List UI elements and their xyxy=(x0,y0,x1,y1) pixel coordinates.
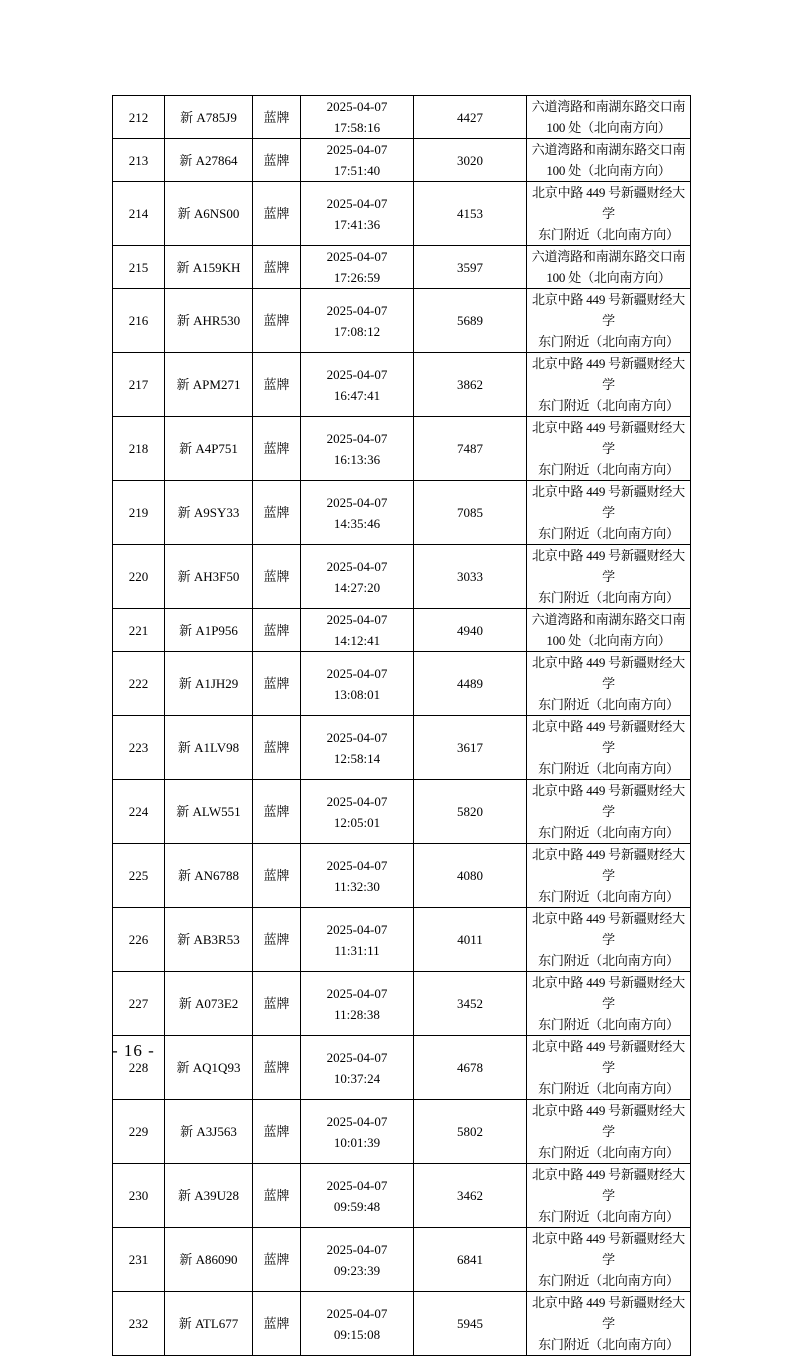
location-line-2: 东门附近（北向南方向） xyxy=(538,1145,679,1160)
plate-type: 蓝牌 xyxy=(253,96,301,139)
record-number: 214 xyxy=(113,182,165,246)
record-number: 225 xyxy=(113,844,165,908)
table-row xyxy=(113,545,691,609)
table-row xyxy=(113,246,691,289)
capture-date: 2025-04-07 xyxy=(326,985,388,1001)
capture-time: 14:12:41 xyxy=(333,633,381,648)
location-line-2: 东门附近（北向南方向） xyxy=(538,1273,679,1288)
location-line-1: 六道湾路和南湖东路交口南 xyxy=(531,612,686,627)
location-line-1: 北京中路 449 号新疆财经大学 xyxy=(531,1103,685,1139)
location-line-2: 100 处（北向南方向） xyxy=(546,163,671,178)
location-line-1: 北京中路 449 号新疆财经大学 xyxy=(531,911,685,947)
location-line-2: 100 处（北向南方向） xyxy=(546,270,671,285)
table-row xyxy=(113,780,691,844)
location-line-1: 北京中路 449 号新疆财经大学 xyxy=(531,548,685,584)
capture-datetime xyxy=(301,289,414,353)
plate-number: 新 APM271 xyxy=(165,353,253,417)
capture-date: 2025-04-07 xyxy=(326,857,388,873)
amount-value: 5820 xyxy=(414,780,527,844)
location-line-1: 北京中路 449 号新疆财经大学 xyxy=(531,292,685,328)
plate-type: 蓝牌 xyxy=(253,1100,301,1164)
capture-time: 11:28:38 xyxy=(334,1006,380,1022)
amount-value: 4080 xyxy=(414,844,527,908)
record-number: 224 xyxy=(113,780,165,844)
location-line-1: 北京中路 449 号新疆财经大学 xyxy=(531,356,685,392)
capture-date: 2025-04-07 xyxy=(326,195,388,211)
location xyxy=(527,609,691,652)
location xyxy=(527,139,691,182)
capture-date: 2025-04-07 xyxy=(326,1049,388,1065)
location-line-2: 东门附近（北向南方向） xyxy=(538,1209,679,1224)
plate-type: 蓝牌 xyxy=(253,481,301,545)
plate-number: 新 AN6788 xyxy=(165,844,253,908)
capture-date: 2025-04-07 xyxy=(326,558,388,574)
table-row xyxy=(113,481,691,545)
table-row xyxy=(113,1292,691,1356)
record-number: 228 xyxy=(113,1036,165,1100)
location xyxy=(527,972,691,1036)
plate-type: 蓝牌 xyxy=(253,844,301,908)
amount-value: 3020 xyxy=(414,139,527,182)
location xyxy=(527,481,691,545)
capture-time: 09:15:08 xyxy=(333,1326,381,1342)
capture-time: 17:51:40 xyxy=(333,163,381,178)
table-row xyxy=(113,289,691,353)
location-line-2: 东门附近（北向南方向） xyxy=(538,825,679,840)
location-line-1: 北京中路 449 号新疆财经大学 xyxy=(531,783,685,819)
plate-type: 蓝牌 xyxy=(253,609,301,652)
page-number: - 16 - xyxy=(112,1041,155,1060)
table-row xyxy=(113,716,691,780)
capture-time: 09:59:48 xyxy=(333,1198,381,1214)
location xyxy=(527,246,691,289)
plate-number: 新 ATL677 xyxy=(165,1292,253,1356)
location-line-2: 东门附近（北向南方向） xyxy=(538,462,679,477)
capture-date: 2025-04-07 xyxy=(326,249,388,264)
capture-datetime xyxy=(301,481,414,545)
amount-value: 4489 xyxy=(414,652,527,716)
table-row xyxy=(113,1164,691,1228)
location-line-2: 东门附近（北向南方向） xyxy=(538,953,679,968)
plate-type: 蓝牌 xyxy=(253,908,301,972)
location xyxy=(527,780,691,844)
plate-number: 新 A3J563 xyxy=(165,1100,253,1164)
location-line-2: 100 处（北向南方向） xyxy=(546,633,671,648)
plate-number: 新 A1LV98 xyxy=(165,716,253,780)
plate-number: 新 A39U28 xyxy=(165,1164,253,1228)
location-line-1: 北京中路 449 号新疆财经大学 xyxy=(531,719,685,755)
location xyxy=(527,289,691,353)
capture-time: 17:58:16 xyxy=(333,120,381,135)
plate-type: 蓝牌 xyxy=(253,1164,301,1228)
capture-date: 2025-04-07 xyxy=(326,1305,388,1321)
plate-number: 新 A1JH29 xyxy=(165,652,253,716)
location-line-2: 东门附近（北向南方向） xyxy=(538,1017,679,1032)
record-number: 232 xyxy=(113,1292,165,1356)
plate-type: 蓝牌 xyxy=(253,1292,301,1356)
capture-time: 16:47:41 xyxy=(333,387,381,403)
location xyxy=(527,908,691,972)
capture-time: 14:27:20 xyxy=(333,579,381,595)
records-table-body xyxy=(113,96,691,1356)
capture-datetime xyxy=(301,1292,414,1356)
amount-value: 3033 xyxy=(414,545,527,609)
capture-date: 2025-04-07 xyxy=(326,1177,388,1193)
location-line-2: 100 处（北向南方向） xyxy=(546,120,671,135)
location-line-1: 北京中路 449 号新疆财经大学 xyxy=(531,484,685,520)
amount-value: 4153 xyxy=(414,182,527,246)
amount-value: 4011 xyxy=(414,908,527,972)
amount-value: 5945 xyxy=(414,1292,527,1356)
capture-date: 2025-04-07 xyxy=(326,142,388,157)
table-row xyxy=(113,1228,691,1292)
location-line-1: 六道湾路和南湖东路交口南 xyxy=(531,142,686,157)
amount-value: 6841 xyxy=(414,1228,527,1292)
plate-type: 蓝牌 xyxy=(253,182,301,246)
amount-value: 3462 xyxy=(414,1164,527,1228)
capture-date: 2025-04-07 xyxy=(326,921,388,937)
location xyxy=(527,1036,691,1100)
capture-date: 2025-04-07 xyxy=(326,612,388,627)
capture-date: 2025-04-07 xyxy=(326,99,388,114)
capture-date: 2025-04-07 xyxy=(326,793,388,809)
capture-date: 2025-04-07 xyxy=(326,729,388,745)
capture-datetime xyxy=(301,353,414,417)
capture-datetime xyxy=(301,609,414,652)
amount-value: 7085 xyxy=(414,481,527,545)
location-line-2: 东门附近（北向南方向） xyxy=(538,1081,679,1096)
plate-number: 新 A159KH xyxy=(165,246,253,289)
plate-number: 新 A4P751 xyxy=(165,417,253,481)
record-number: 217 xyxy=(113,353,165,417)
record-number: 219 xyxy=(113,481,165,545)
location xyxy=(527,844,691,908)
location-line-2: 东门附近（北向南方向） xyxy=(538,526,679,541)
plate-type: 蓝牌 xyxy=(253,1228,301,1292)
location-line-1: 北京中路 449 号新疆财经大学 xyxy=(531,847,685,883)
record-number: 229 xyxy=(113,1100,165,1164)
record-number: 215 xyxy=(113,246,165,289)
location xyxy=(527,545,691,609)
plate-type: 蓝牌 xyxy=(253,289,301,353)
record-number: 213 xyxy=(113,139,165,182)
location-line-1: 北京中路 449 号新疆财经大学 xyxy=(531,1167,685,1203)
capture-time: 11:31:11 xyxy=(334,942,380,958)
plate-number: 新 AH3F50 xyxy=(165,545,253,609)
table-row xyxy=(113,182,691,246)
amount-value: 3452 xyxy=(414,972,527,1036)
capture-datetime xyxy=(301,908,414,972)
amount-value: 5689 xyxy=(414,289,527,353)
capture-time: 09:23:39 xyxy=(333,1262,381,1278)
capture-time: 11:32:30 xyxy=(334,878,380,894)
location-line-2: 东门附近（北向南方向） xyxy=(538,1337,679,1352)
capture-time: 17:08:12 xyxy=(333,323,381,339)
capture-time: 12:58:14 xyxy=(333,750,381,766)
capture-datetime xyxy=(301,652,414,716)
capture-datetime xyxy=(301,182,414,246)
record-number: 231 xyxy=(113,1228,165,1292)
capture-time: 16:13:36 xyxy=(333,451,381,467)
capture-time: 10:01:39 xyxy=(333,1134,381,1150)
capture-datetime xyxy=(301,139,414,182)
record-number: 221 xyxy=(113,609,165,652)
plate-type: 蓝牌 xyxy=(253,246,301,289)
capture-time: 10:37:24 xyxy=(333,1070,381,1086)
record-number: 220 xyxy=(113,545,165,609)
capture-time: 14:35:46 xyxy=(333,515,381,531)
capture-time: 17:41:36 xyxy=(333,216,381,232)
record-number: 212 xyxy=(113,96,165,139)
capture-time: 17:26:59 xyxy=(333,270,381,285)
record-number: 227 xyxy=(113,972,165,1036)
location-line-2: 东门附近（北向南方向） xyxy=(538,398,679,413)
capture-date: 2025-04-07 xyxy=(326,1113,388,1129)
record-number: 223 xyxy=(113,716,165,780)
amount-value: 3617 xyxy=(414,716,527,780)
table-row xyxy=(113,908,691,972)
record-number: 226 xyxy=(113,908,165,972)
location xyxy=(527,1164,691,1228)
capture-date: 2025-04-07 xyxy=(326,665,388,681)
location xyxy=(527,1292,691,1356)
capture-datetime xyxy=(301,780,414,844)
plate-type: 蓝牌 xyxy=(253,1036,301,1100)
plate-type: 蓝牌 xyxy=(253,716,301,780)
location-line-2: 东门附近（北向南方向） xyxy=(538,227,679,242)
capture-datetime xyxy=(301,716,414,780)
location xyxy=(527,353,691,417)
amount-value: 7487 xyxy=(414,417,527,481)
amount-value: 4427 xyxy=(414,96,527,139)
amount-value: 3597 xyxy=(414,246,527,289)
location-line-2: 东门附近（北向南方向） xyxy=(538,889,679,904)
capture-datetime xyxy=(301,972,414,1036)
plate-type: 蓝牌 xyxy=(253,545,301,609)
location-line-1: 北京中路 449 号新疆财经大学 xyxy=(531,420,685,456)
location-line-2: 东门附近（北向南方向） xyxy=(538,697,679,712)
table-row xyxy=(113,139,691,182)
capture-datetime xyxy=(301,1100,414,1164)
location-line-1: 北京中路 449 号新疆财经大学 xyxy=(531,1039,685,1075)
location-line-1: 北京中路 449 号新疆财经大学 xyxy=(531,975,685,1011)
amount-value: 4678 xyxy=(414,1036,527,1100)
location-line-2: 东门附近（北向南方向） xyxy=(538,334,679,349)
capture-datetime xyxy=(301,1036,414,1100)
capture-datetime xyxy=(301,246,414,289)
plate-number: 新 A1P956 xyxy=(165,609,253,652)
location xyxy=(527,652,691,716)
record-number: 216 xyxy=(113,289,165,353)
plate-number: 新 A6NS00 xyxy=(165,182,253,246)
capture-time: 12:05:01 xyxy=(333,814,381,830)
amount-value: 4940 xyxy=(414,609,527,652)
plate-type: 蓝牌 xyxy=(253,417,301,481)
location xyxy=(527,182,691,246)
location-line-1: 北京中路 449 号新疆财经大学 xyxy=(531,1295,685,1331)
plate-type: 蓝牌 xyxy=(253,139,301,182)
location xyxy=(527,1100,691,1164)
table-row xyxy=(113,652,691,716)
table-row xyxy=(113,417,691,481)
capture-date: 2025-04-07 xyxy=(326,366,388,382)
location-line-1: 北京中路 449 号新疆财经大学 xyxy=(531,1231,685,1267)
location xyxy=(527,96,691,139)
location-line-1: 六道湾路和南湖东路交口南 xyxy=(531,99,686,114)
table-row xyxy=(113,1036,691,1100)
table-row xyxy=(113,1100,691,1164)
plate-type: 蓝牌 xyxy=(253,353,301,417)
plate-number: 新 AQ1Q93 xyxy=(165,1036,253,1100)
record-number: 222 xyxy=(113,652,165,716)
amount-value: 3862 xyxy=(414,353,527,417)
capture-date: 2025-04-07 xyxy=(326,494,388,510)
table-row xyxy=(113,96,691,139)
record-number: 218 xyxy=(113,417,165,481)
plate-type: 蓝牌 xyxy=(253,652,301,716)
location-line-2: 东门附近（北向南方向） xyxy=(538,590,679,605)
plate-number: 新 ALW551 xyxy=(165,780,253,844)
capture-time: 13:08:01 xyxy=(333,686,381,702)
capture-date: 2025-04-07 xyxy=(326,430,388,446)
location-line-1: 六道湾路和南湖东路交口南 xyxy=(531,249,686,264)
records-table xyxy=(112,95,691,1356)
table-row xyxy=(113,844,691,908)
location xyxy=(527,1228,691,1292)
capture-datetime xyxy=(301,1164,414,1228)
plate-type: 蓝牌 xyxy=(253,972,301,1036)
capture-datetime xyxy=(301,1228,414,1292)
plate-number: 新 A073E2 xyxy=(165,972,253,1036)
plate-number: 新 AHR530 xyxy=(165,289,253,353)
capture-date: 2025-04-07 xyxy=(326,302,388,318)
location-line-2: 东门附近（北向南方向） xyxy=(538,761,679,776)
plate-type: 蓝牌 xyxy=(253,780,301,844)
capture-datetime xyxy=(301,96,414,139)
plate-number: 新 A86090 xyxy=(165,1228,253,1292)
capture-datetime xyxy=(301,844,414,908)
capture-date: 2025-04-07 xyxy=(326,1241,388,1257)
record-number: 230 xyxy=(113,1164,165,1228)
capture-datetime xyxy=(301,417,414,481)
location xyxy=(527,716,691,780)
location-line-1: 北京中路 449 号新疆财经大学 xyxy=(531,655,685,691)
plate-number: 新 A785J9 xyxy=(165,96,253,139)
table-row xyxy=(113,353,691,417)
plate-number: 新 AB3R53 xyxy=(165,908,253,972)
plate-number: 新 A9SY33 xyxy=(165,481,253,545)
table-row xyxy=(113,972,691,1036)
amount-value: 5802 xyxy=(414,1100,527,1164)
plate-number: 新 A27864 xyxy=(165,139,253,182)
location xyxy=(527,417,691,481)
capture-datetime xyxy=(301,545,414,609)
table-row xyxy=(113,609,691,652)
location-line-1: 北京中路 449 号新疆财经大学 xyxy=(531,185,685,221)
